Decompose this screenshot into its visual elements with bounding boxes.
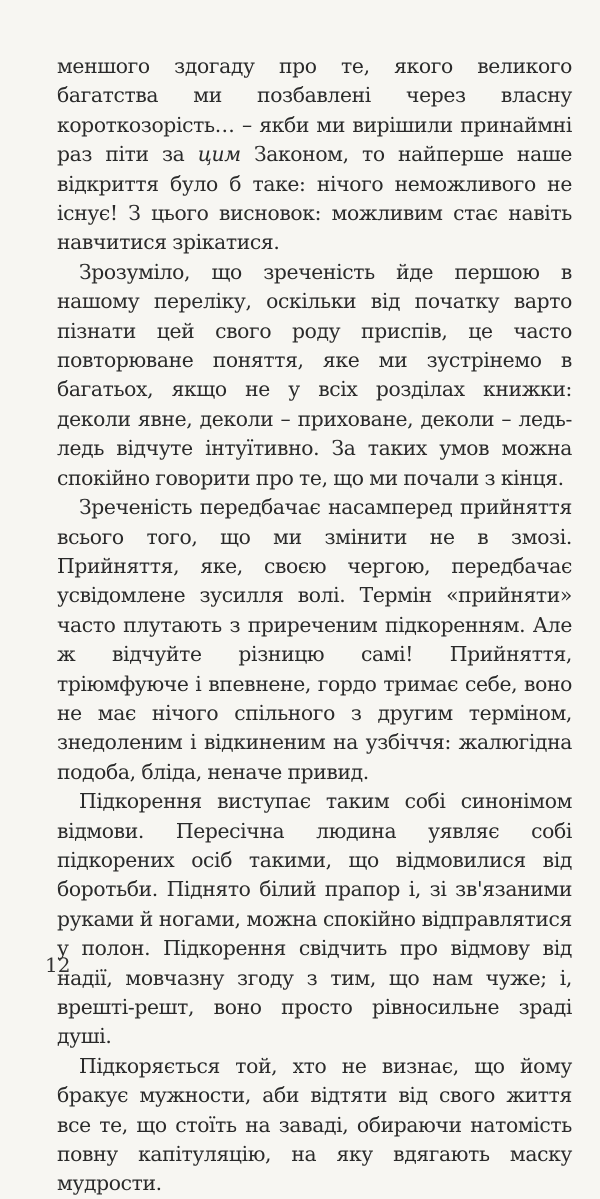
page-number: 12	[45, 953, 71, 977]
paragraph-3: Зреченість передбачає насамперед прийняття всього того, що ми змінити не в змозі. Прийняття, яке, своєю чергою, передбачає усвідомлене зусилля волі. Термін «прийняти» часто плутають з приреченим підкоренням. Але ж відчуйте різницю самі! Прийняття, тріюмфуюче і впевнене, гордо тримає себе, воно не має нічого спільного з другим терміном, знедоленим і відкиненим на узбіччя: жалюгідна подоба, бліда, неначе привид.	[57, 495, 572, 784]
paragraph-4: Підкорення виступає таким собі синонімом відмови. Пересічна людина уявляє собі підкорених осіб такими, що відмовилися від боротьби. Піднято білий прапор і, зі зв'язаними руками й ногами, можна спокійно відправлятися у полон. Підкорення свідчить про відмову від надії, мовчазну згоду з тим, що нам чуже; і, врешті-решт, воно просто рівносильне зраді душі.	[57, 789, 572, 1049]
paragraph-2: Зрозуміло, що зреченість йде першою в нашому переліку, оскільки від початку варто пізнати цей свого роду приспів, це часто повторюване поняття, яке ми зустрінемо в багатьох, якщо не у всіх розділах книжки: деколи явне, деколи – приховане, деколи – ледь-ледь відчуте інтуїтивно. За таких умов можна спокійно говорити про те, що ми почали з кінця.	[57, 259, 572, 490]
emphasized-word: цим	[197, 142, 241, 167]
paragraph-1: меншого здогаду про те, якого великого багатства ми позбавлені через власну короткозорість… – якби ми вирішили принаймні раз піти за цим Законом, то найперше наше відкриття було б таке: нічого неможливого не існує! З цього висновок: можливим стає навіть навчитися зрікатися.	[57, 54, 572, 255]
paragraph-5: Підкоряється той, хто не визнає, що йому бракує мужности, аби відтяти від свого життя все те, що стоїть на заваді, обираючи натомість повну капітуляцію, на яку вдягають маску мудрости.	[57, 1053, 572, 1196]
page-body	[57, 52, 572, 1199]
